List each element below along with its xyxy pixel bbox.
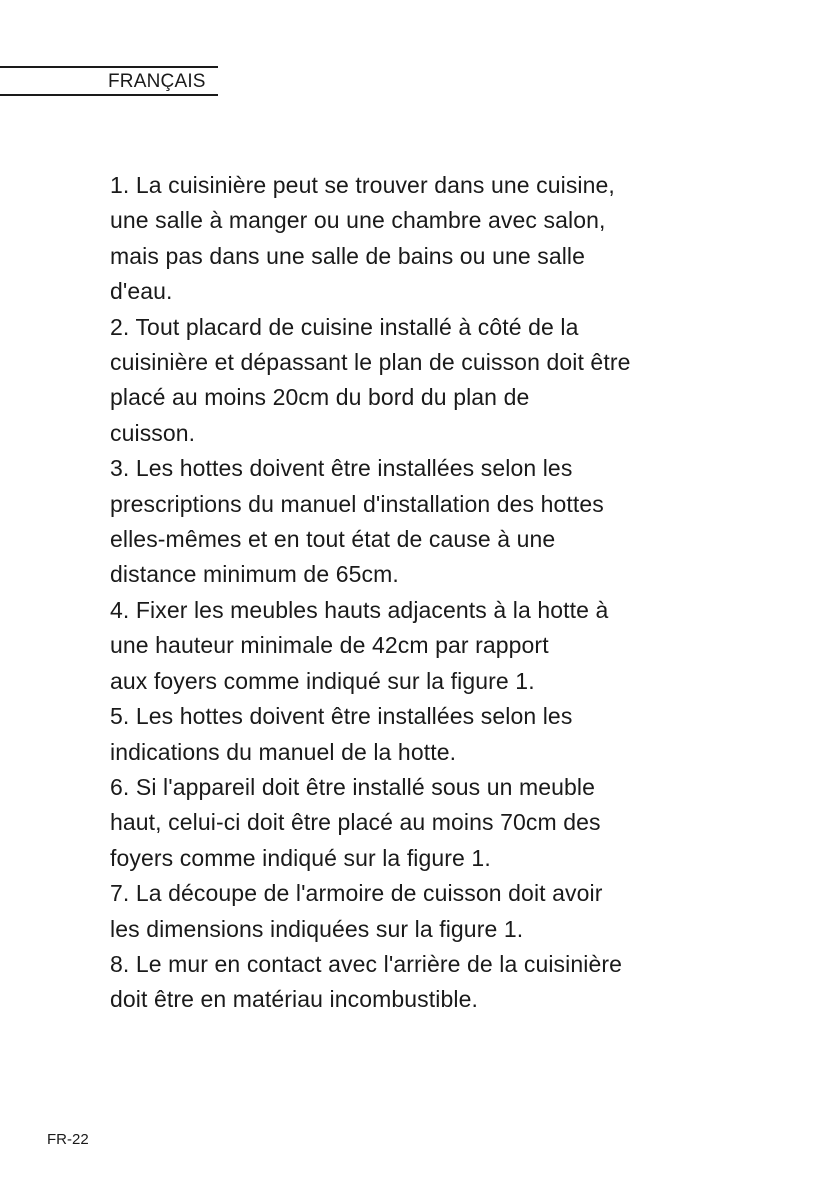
- text-line: elles-mêmes et en tout état de cause à une: [110, 526, 556, 553]
- text-line: placé au moins 20cm du bord du plan de: [110, 384, 530, 411]
- text-line: 2. Tout placard de cuisine installé à côté de la: [110, 313, 579, 340]
- instructions-text: [110, 168, 730, 1018]
- text-line: prescriptions du manuel d'installation des hottes: [110, 490, 604, 517]
- text-line: haut, celui-ci doit être placé au moins 70cm des: [110, 809, 601, 836]
- text-line: cuisinière et dépassant le plan de cuisson doit être: [110, 349, 631, 376]
- text-line: 6. Si l'appareil doit être installé sous un meuble: [110, 773, 596, 800]
- text-line: les dimensions indiquées sur la figure 1.: [110, 915, 524, 942]
- text-line: une hauteur minimale de 42cm par rapport: [110, 632, 549, 659]
- language-label: FRANÇAIS: [108, 71, 206, 92]
- text-line: foyers comme indiqué sur la figure 1.: [110, 844, 491, 871]
- language-header: [0, 66, 218, 96]
- text-line: 5. Les hottes doivent être installées selon les: [110, 703, 573, 730]
- page-number: FR-22: [47, 1131, 89, 1148]
- text-line: aux foyers comme indiqué sur la figure 1.: [110, 667, 535, 694]
- text-line: 7. La découpe de l'armoire de cuisson doit avoir: [110, 880, 603, 907]
- text-line: cuisson.: [110, 419, 196, 446]
- text-line: indications du manuel de la hotte.: [110, 738, 457, 765]
- text-line: une salle à manger ou une chambre avec salon,: [110, 207, 606, 234]
- text-line: mais pas dans une salle de bains ou une salle: [110, 242, 586, 269]
- text-line: 8. Le mur en contact avec l'arrière de la cuisinière: [110, 950, 623, 977]
- text-line: d'eau.: [110, 278, 173, 305]
- text-line: doit être en matériau incombustible.: [110, 986, 478, 1013]
- text-line: 3. Les hottes doivent être installées selon les: [110, 455, 573, 482]
- text-line: 4. Fixer les meubles hauts adjacents à la hotte à: [110, 596, 609, 623]
- text-line: distance minimum de 65cm.: [110, 561, 399, 588]
- text-line: 1. La cuisinière peut se trouver dans une cuisine,: [110, 172, 615, 198]
